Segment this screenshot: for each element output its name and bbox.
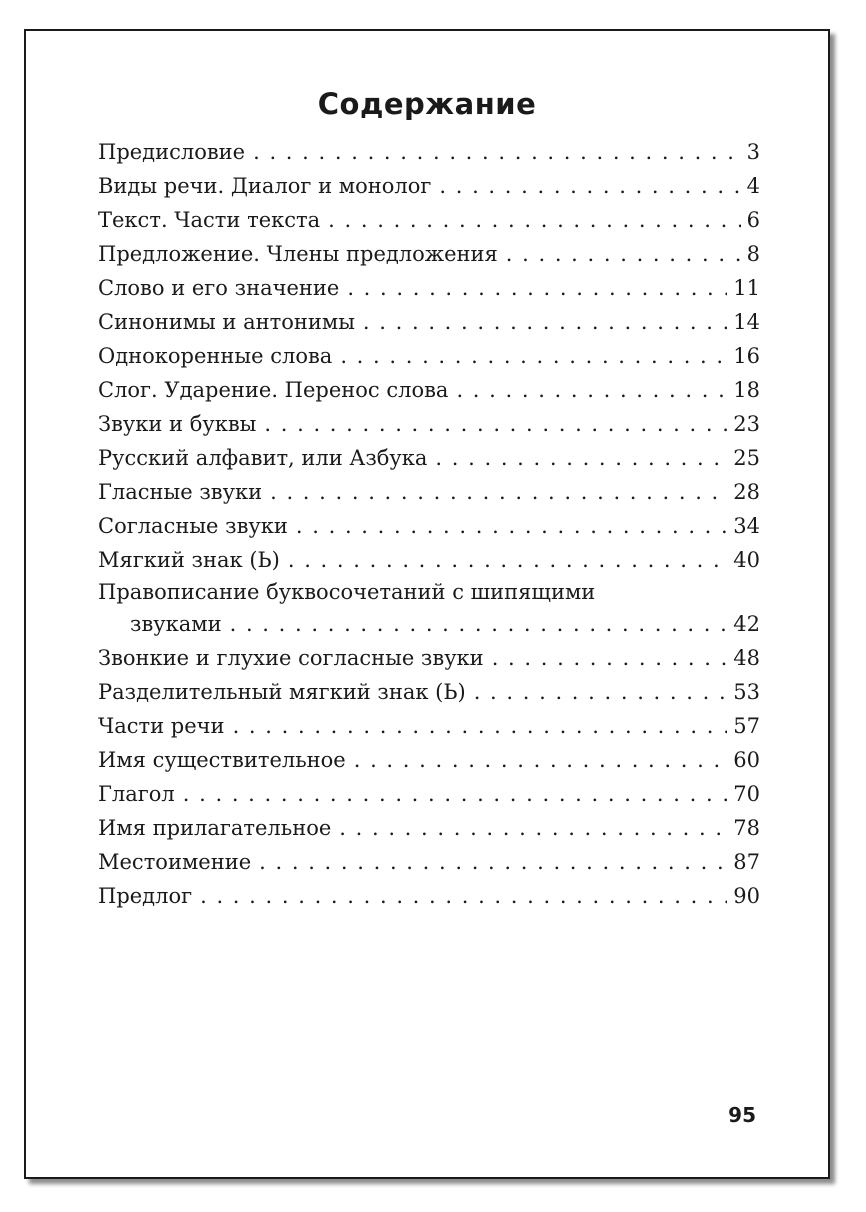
toc-entry-page: 8 [746,242,760,266]
toc-entry-label-cont: звуками [130,612,222,636]
toc-entry-page: 11 [733,276,760,300]
toc-entry-label: Глагол [98,782,175,806]
toc-entry-page: 40 [733,548,760,572]
book-page [24,29,830,1179]
page-title: Содержание [317,87,537,121]
toc-entry-page: 57 [733,714,760,738]
toc-entry [98,373,760,407]
toc-entry [98,407,760,441]
dot-leader [363,305,727,339]
toc-entry-page: 18 [733,378,760,402]
toc-entry-label: Виды речи. Диалог и монолог [98,174,432,198]
dot-leader [296,509,727,543]
dot-leader [200,879,727,913]
toc-entry-label: Правописание буквосочетаний с шипящими [98,580,596,604]
dot-leader [492,641,728,675]
toc-entry-page: 4 [746,174,760,198]
toc-entry [98,271,760,305]
toc-entry-label: Имя существительное [98,748,346,772]
toc-entry [98,339,760,373]
dot-leader [354,743,728,777]
toc-entry-label: Звуки и буквы [98,412,257,436]
toc-entry-label: Звонкие и глухие согласные звуки [98,646,484,670]
dot-leader [288,543,727,577]
toc-entry-label: Предисловие [98,140,246,164]
toc-entry-continuation [98,607,760,641]
toc-entry [98,577,760,641]
dot-leader [456,373,727,407]
toc-entry [98,203,760,237]
toc-entry-label: Однокоренные слова [98,344,333,368]
dot-leader [230,607,728,641]
toc-entry-label: Имя прилагательное [98,816,332,840]
toc-entry-page: 6 [746,208,760,232]
dot-leader [233,709,728,743]
dot-leader [264,407,727,441]
toc-entry [98,135,760,169]
dot-leader [253,135,741,169]
toc-entry [98,743,760,777]
toc-entry-label: Части речи [98,714,225,738]
page-number: 95 [728,1103,756,1127]
toc-entry-page: 34 [733,514,760,538]
dot-leader [347,271,727,305]
toc-entry-page: 25 [733,446,760,470]
toc-entry [98,675,760,709]
toc-entry-page: 28 [733,480,760,504]
table-of-contents [98,135,760,913]
dot-leader [435,441,727,475]
dot-leader [506,237,741,271]
toc-entry [98,879,760,913]
toc-entry-page: 23 [733,412,760,436]
dot-leader [183,777,728,811]
toc-entry-page: 70 [733,782,760,806]
dot-leader [328,203,740,237]
toc-entry [98,169,760,203]
toc-entry-label: Русский алфавит, или Азбука [98,446,428,470]
toc-entry [98,237,760,271]
dot-leader [339,811,727,845]
toc-entry-label: Согласные звуки [98,514,288,538]
toc-entry [98,509,760,543]
toc-entry-page: 14 [733,310,760,334]
toc-entry-page: 3 [746,140,760,164]
toc-entry [98,845,760,879]
toc-entry-label: Разделительный мягкий знак (Ь) [98,680,466,704]
toc-entry-label: Текст. Части текста [98,208,321,232]
dot-leader [259,845,727,879]
toc-entry-label: Гласные звуки [98,480,263,504]
dot-leader [270,475,727,509]
dot-leader [340,339,727,373]
toc-entry [98,641,760,675]
dot-leader [474,675,728,709]
toc-entry-label: Синонимы и антонимы [98,310,355,334]
toc-entry-page: 87 [733,850,760,874]
toc-entry-page: 90 [733,884,760,908]
toc-entry [98,441,760,475]
toc-entry-label: Слово и его значение [98,276,340,300]
toc-entry-page: 42 [733,612,760,636]
toc-entry-page: 78 [733,816,760,840]
toc-entry-page: 60 [733,748,760,772]
toc-entry [98,811,760,845]
toc-entry-label: Предлог [98,884,193,908]
toc-entry-label: Мягкий знак (Ь) [98,548,280,572]
toc-entry [98,305,760,339]
toc-entry [98,709,760,743]
dot-leader [439,169,740,203]
toc-entry-page: 53 [733,680,760,704]
toc-entry-label: Слог. Ударение. Перенос слова [98,378,449,402]
toc-entry [98,475,760,509]
toc-entry [98,543,760,577]
toc-entry [98,777,760,811]
toc-entry-label: Местоимение [98,850,252,874]
toc-entry-page: 16 [733,344,760,368]
toc-entry-label: Предложение. Члены предложения [98,242,498,266]
toc-entry-page: 48 [733,646,760,670]
